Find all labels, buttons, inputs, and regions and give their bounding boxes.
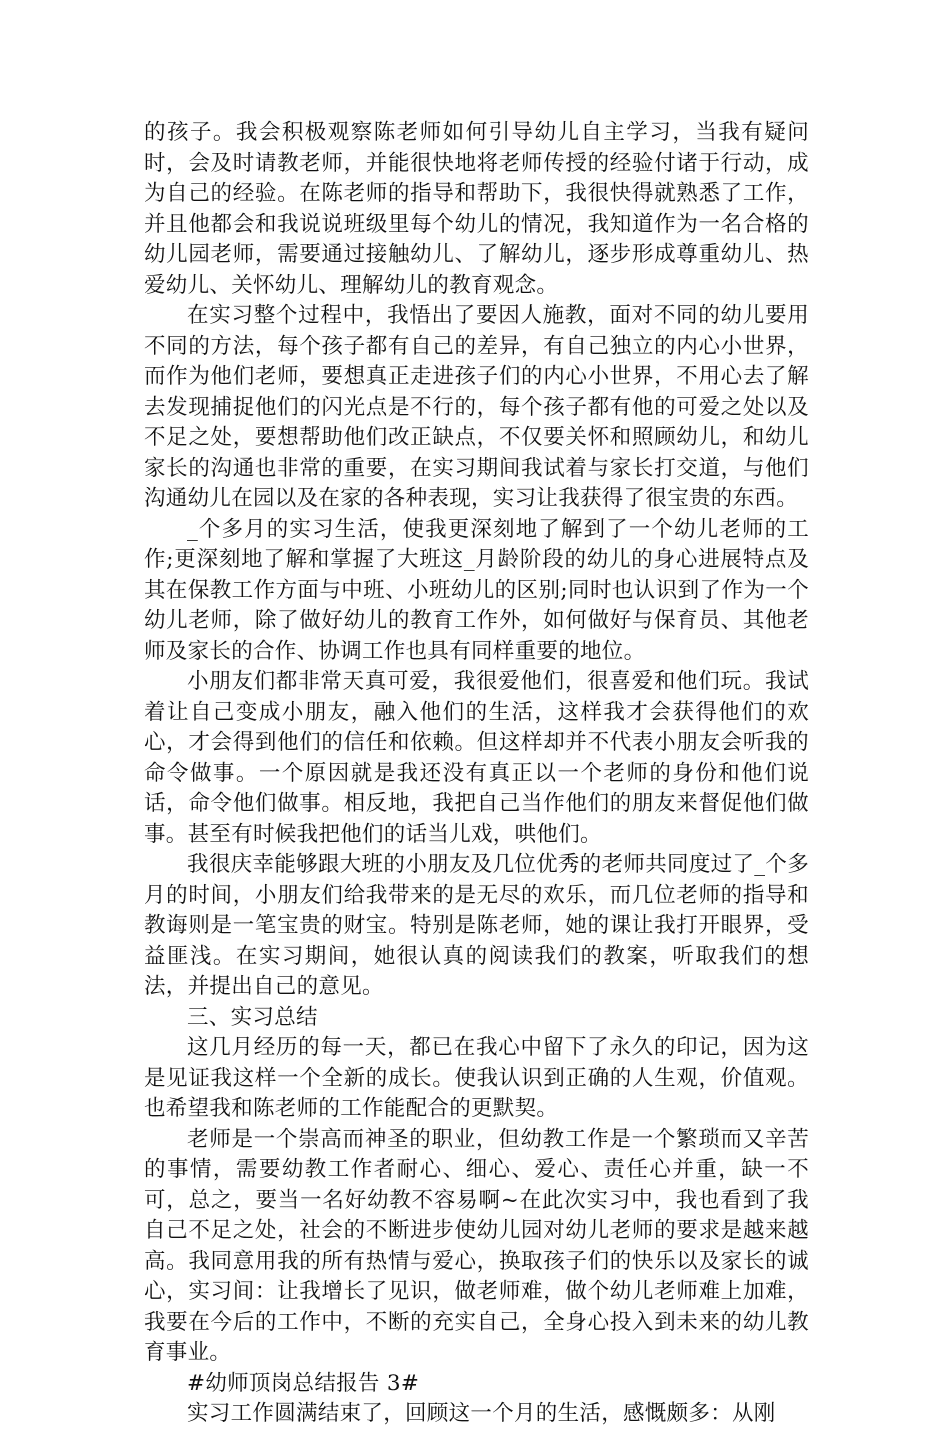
- paragraph: _个多月的实习生活，使我更深刻地了解到了一个幼儿老师的工作;更深刻地了解和掌握了大班这_月龄阶段的幼儿的身心进展特点及其在保教工作方面与中班、小班幼儿的区别;同时也认识到了作为一个幼儿老师，除了做好幼儿的教育工作外，如何做好与保育员、其他老师及家长的合作、协调工作也具有同样重要的地位。: [144, 516, 809, 664]
- paragraph-continuation: 的孩子。我会积极观察陈老师如何引导幼儿自主学习，当我有疑问时，会及时请教老师，并能很快地将老师传授的经验付诸于行动，成为自己的经验。在陈老师的指导和帮助下，我很快得就熟悉了工作，并且他都会和我说说班级里每个幼儿的情况，我知道作为一名合格的幼儿园老师，需要通过接触幼儿、了解幼儿，逐步形成尊重幼儿、热爱幼儿、关怀幼儿、理解幼儿的教育观念。: [144, 120, 809, 298]
- document-body: [144, 118, 809, 1430]
- paragraph: 在实习整个过程中，我悟出了要因人施教，面对不同的幼儿要用不同的方法，每个孩子都有自己的差异，有自己独立的内心小世界，而作为他们老师，要想真正走进孩子们的内心小世界，不用心去了解去发现捕捉他们的闪光点是不行的，每个孩子都有他的可爱之处以及不足之处，要想帮助他们改正缺点，不仅要关怀和照顾幼儿，和幼儿家长的沟通也非常的重要，在实习期间我试着与家长打交道，与他们沟通幼儿在园以及在家的各种表现，实习让我获得了很宝贵的东西。: [144, 303, 809, 511]
- section-heading: 三、实习总结: [187, 1004, 318, 1030]
- paragraph: 我很庆幸能够跟大班的小朋友及几位优秀的老师共同度过了_个多月的时间，小朋友们给我带来的是无尽的欢乐，而几位老师的指导和教诲则是一笔宝贵的财宝。特别是陈老师，她的课让我打开眼界，受益匪浅。在实习期间，她很认真的阅读我们的教案，听取我们的想法，并提出自己的意见。: [144, 852, 809, 999]
- report-title: #幼师顶岗总结报告 3#: [187, 1370, 420, 1396]
- paragraph: 这几月经历的每一天，都已在我心中留下了永久的印记，因为这是见证我这样一个全新的成长。使我认识到正确的人生观，价值观。也希望我和陈老师的工作能配合的更默契。: [144, 1035, 809, 1121]
- paragraph: 老师是一个崇高而神圣的职业，但幼教工作是一个繁琐而又辛苦的事情，需要幼教工作者耐心、细心、爱心、责任心并重，缺一不可，总之，要当一名好幼教不容易啊~在此次实习中，我也看到了我自己不足之处，社会的不断进步使幼儿园对幼儿老师的要求是越来越高。我同意用我的所有热情与爱心，换取孩子们的快乐以及家长的诚心，实习间：让我增长了见识，做老师难，做个幼儿老师难上加难，我要在今后的工作中，不断的充实自己，全身心投入到未来的幼儿教育事业。: [144, 1126, 809, 1365]
- paragraph: 实习工作圆满结束了，回顾这一个月的生活，感慨颇多：从刚: [187, 1401, 776, 1426]
- paragraph: 小朋友们都非常天真可爱，我很爱他们，很喜爱和他们玩。我试着让自己变成小朋友，融入他们的生活，这样我才会获得他们的欢心，才会得到他们的信任和依赖。但这样却并不代表小朋友会听我的命令做事。一个原因就是我还没有真正以一个老师的身份和他们说话，命令他们做事。相反地，我把自己当作他们的朋友来督促他们做事。甚至有时候我把他们的话当儿戏，哄他们。: [144, 669, 809, 847]
